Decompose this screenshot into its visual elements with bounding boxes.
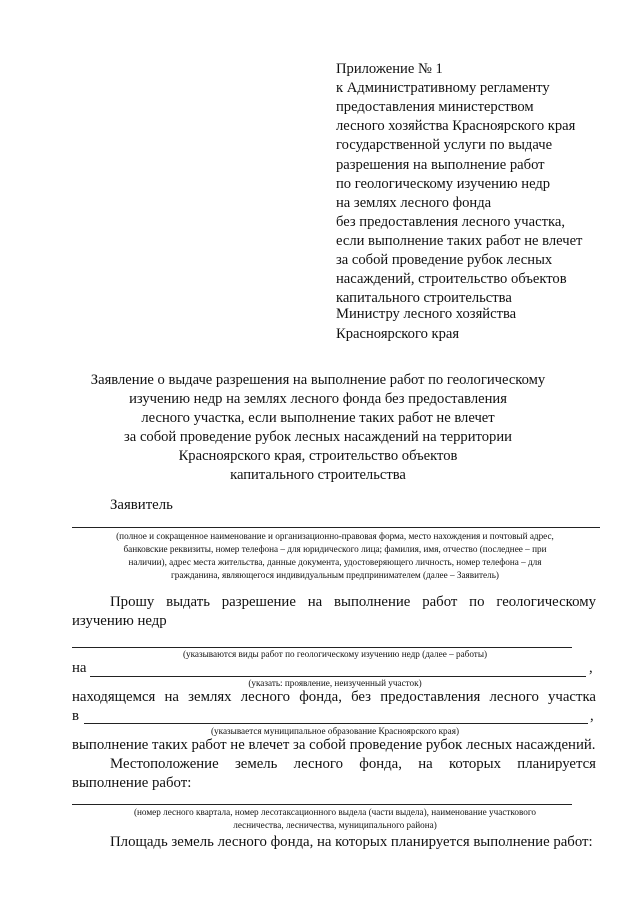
works-note: (указываются виды работ по геологическому изучению недр (далее – работы) (182, 649, 488, 659)
addressee-line: Министру лесного хозяйства (336, 306, 517, 322)
appendix-line: если выполнение таких работ не влечет (336, 233, 583, 249)
applicant-field-line (72, 527, 600, 528)
no-logging-line: выполнение таких работ не влечет за собой проведение рубок лесных насаждений. (72, 737, 596, 753)
applicant-note-line: наличии), адрес места жительства, данные документа, удостоверяющего личность, номер телефона – для (128, 557, 542, 567)
location-line: Местоположение земель лесного фонда, на которых планируется (110, 756, 596, 772)
applicant-label: Заявитель (110, 497, 173, 513)
located-line: находящемся на землях лесного фонда, без предоставления лесного участка (72, 689, 596, 705)
appendix-line: государственной услуги по выдаче (336, 137, 553, 153)
location-note-line: лесничества, лесничества, муниципального района) (233, 820, 437, 830)
applicant-note-line: гражданина, являющегося индивидуальным предпринимателем (далее – Заявитель) (171, 570, 499, 580)
title-line: Красноярского края, строительство объектов (178, 448, 458, 464)
addressee-line: Красноярского края (336, 326, 460, 342)
appendix-line: на землях лесного фонда (336, 195, 492, 211)
location-line: выполнение работ: (72, 775, 192, 791)
request-line: изучению недр (72, 613, 167, 629)
title-line: изучению недр на землях лесного фонда без предоставления (129, 391, 507, 407)
appendix-line: насаждений, строительство объектов (336, 271, 567, 287)
appendix-line: к Административному регламенту (336, 80, 550, 96)
on-label: на (72, 660, 87, 676)
request-line: Прошу выдать разрешение на выполнение работ по геологическому (110, 594, 596, 610)
in-label: в (72, 708, 79, 724)
appendix-line: без предоставления лесного участка, (336, 214, 565, 230)
title-line: за собой проведение рубок лесных насаждений на территории (124, 429, 512, 445)
applicant-note-line: (полное и сокращенное наименование и организационно-правовая форма, место нахождения и почтовый адрес, (116, 531, 554, 541)
comma: , (589, 660, 593, 676)
appendix-line: Приложение № 1 (336, 61, 443, 77)
municipality-field-line (84, 723, 588, 724)
municipality-note: (указывается муниципальное образование Красноярского края) (210, 726, 460, 736)
appendix-line: по геологическому изучению недр (336, 176, 551, 192)
location-note-line: (номер лесного квартала, номер лесотаксационного выдела (части выдела), наименование участкового (133, 807, 537, 817)
title-line: капитального строительства (230, 467, 406, 483)
area-line: Площадь земель лесного фонда, на которых планируется выполнение работ: (110, 834, 593, 850)
applicant-note-line: банковские реквизиты, номер телефона – для юридического лица; фамилия, имя, отчество (последнее – при (123, 544, 547, 554)
appendix-line: за собой проведение рубок лесных (336, 252, 553, 268)
appendix-line: разрешения на выполнение работ (336, 157, 545, 173)
appendix-line: лесного хозяйства Красноярского края (336, 118, 576, 134)
title-line: Заявление о выдаче разрешения на выполнение работ по геологическому (90, 372, 546, 388)
comma: , (590, 708, 594, 724)
location-field-line (72, 804, 572, 805)
appendix-line: капитального строительства (336, 290, 512, 306)
appendix-line: предоставления министерством (336, 99, 534, 115)
subsoil-note: (указать: проявление, неизученный участок) (248, 678, 422, 688)
title-line: лесного участка, если выполнение таких работ не влечет (141, 410, 495, 426)
